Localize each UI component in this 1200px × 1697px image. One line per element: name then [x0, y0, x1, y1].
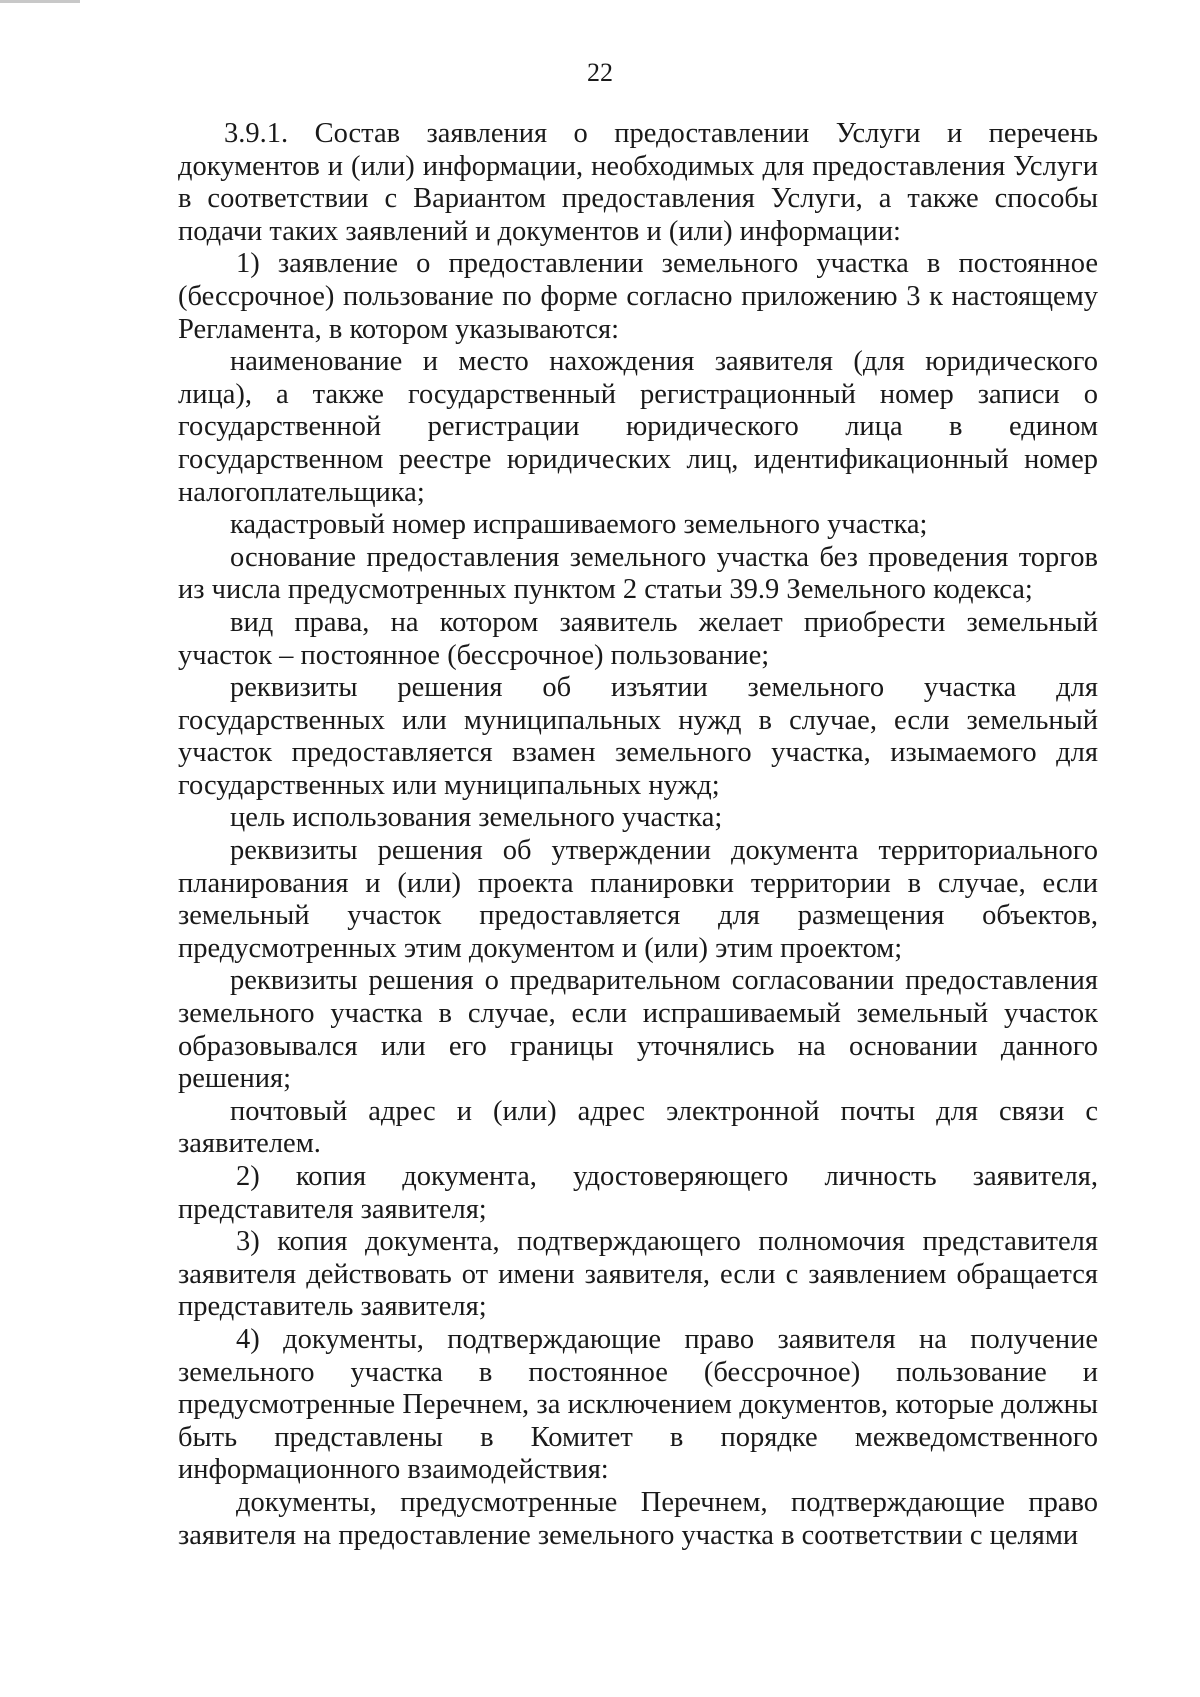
paragraph-contact-address: почтовый адрес и (или) адрес электронной почты для связи с заявителем.: [178, 1095, 1098, 1160]
paragraph-cadastral-number: кадастровый номер испрашиваемого земельного участка;: [230, 509, 928, 541]
paragraph-applicant-name: наименование и место нахождения заявителя (для юридического лица), а также государственный регистрационный номер записи о государственной регистрации юридического лица в едином государственном реестре юридических лиц, идентификационный номер налогоплательщика;: [178, 346, 1098, 508]
paragraph-preliminary-approval: реквизиты решения о предварительном согласовании предоставления земельного участка в случае, если испрашиваемый земельный участок образовывался или его границы уточнялись на основании данного решения;: [178, 965, 1098, 1095]
list-item-1-application: 1) заявление о предоставлении земельного участка в постоянное (бессрочное) пользование по форме согласно приложению 3 к настоящему Регламента, в котором указываются:: [178, 248, 1098, 345]
paragraph-listed-documents: документы, предусмотренные Перечнем, подтверждающие право заявителя на предоставление земельного участка в соответствии с целями: [178, 1486, 1098, 1551]
paragraph-right-type: вид права, на котором заявитель желает приобрести земельный участок – постоянное (бессрочное) пользование;: [178, 606, 1098, 671]
document-body: [178, 118, 1098, 1552]
page-number: 22: [587, 58, 613, 87]
paragraph-seizure-decision: реквизиты решения об изъятии земельного участка для государственных или муниципальных нужд в случае, если земельный участок предоставляется взамен земельного участка, изымаемого для государственных или муниципальных нужд;: [178, 672, 1098, 801]
paragraph-planning-decision: реквизиты решения об утверждении документа территориального планирования и (или) проекта планировки территории в случае, если земельный участок предоставляется для размещения объектов, предусмотренных этим документом и (или) этим проектом;: [178, 835, 1098, 964]
paragraph-land-use-purpose: цель использования земельного участка;: [230, 802, 723, 834]
list-item-3-authority-copy: 3) копия документа, подтверждающего полномочия представителя заявителя действовать от имени заявителя, если с заявлением обращается представитель заявителя;: [178, 1226, 1098, 1323]
paragraph-grounds: основание предоставления земельного участка без проведения торгов из числа предусмотренных пунктом 2 статьи 39.9 Земельного кодекса;: [178, 541, 1098, 606]
paragraph-3-9-1: 3.9.1. Состав заявления о предоставлении Услуги и перечень документов и (или) информации, необходимых для предоставления Услуги в соответствии с Вариантом предоставления Услуги, а также способы подачи таких заявлений и документов и (или) информации:: [178, 118, 1098, 247]
list-item-2-identity-copy: 2) копия документа, удостоверяющего личность заявителя, представителя заявителя;: [178, 1161, 1098, 1225]
list-item-4-supporting-documents: 4) документы, подтверждающие право заявителя на получение земельного участка в постоянное (бессрочное) пользование и предусмотренные Перечнем, за исключением документов, которые должны быть представлены в Комитет в порядке межведомственного информационного взаимодействия:: [178, 1323, 1098, 1486]
scan-edge-mark: [0, 0, 80, 3]
